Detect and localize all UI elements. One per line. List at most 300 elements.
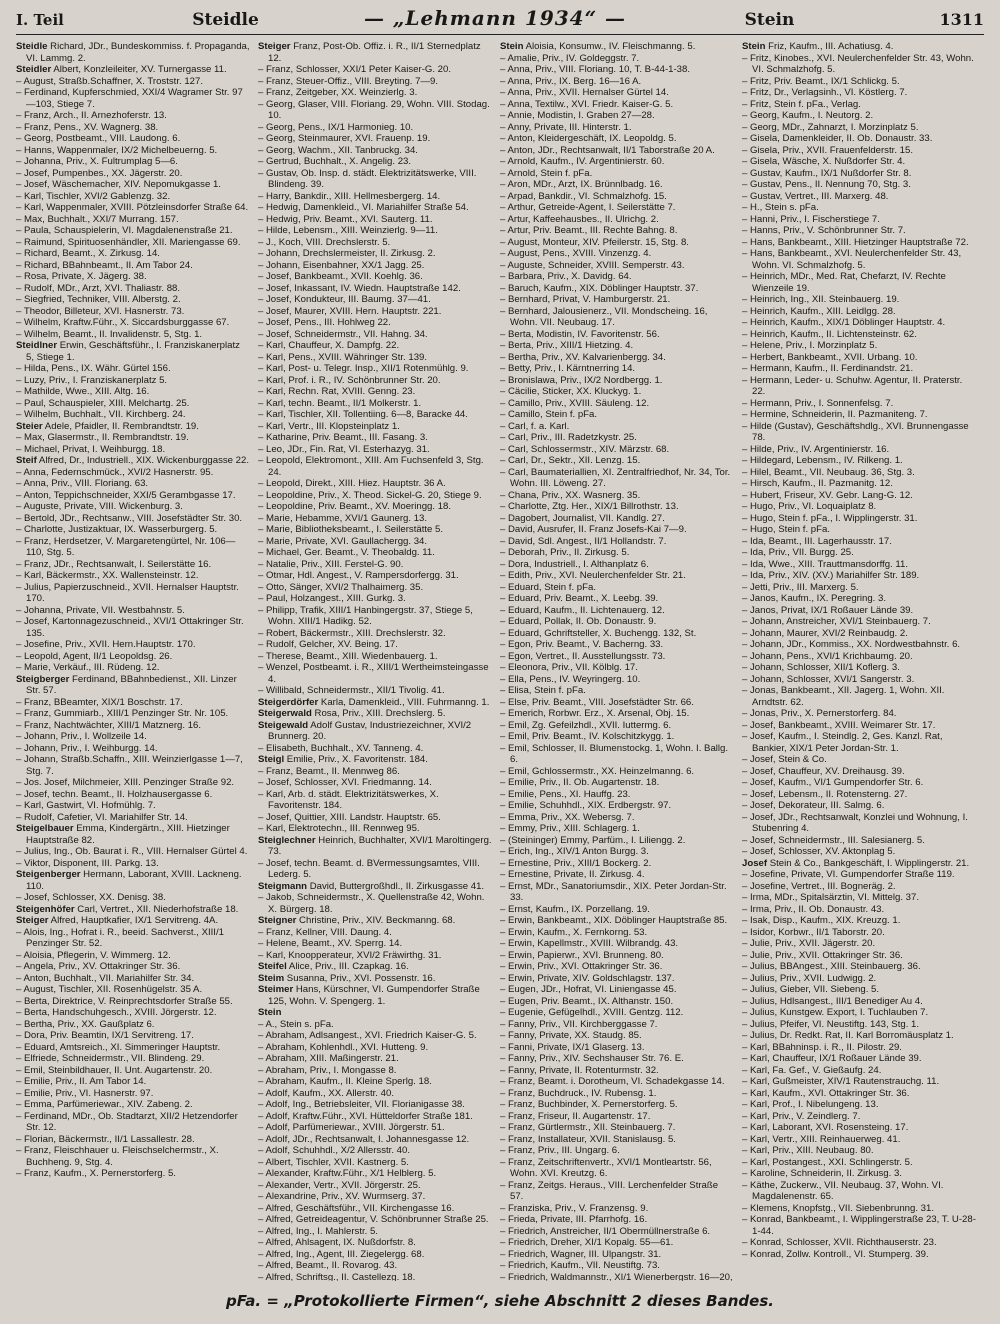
directory-entry: – Karl, Pens., XVIII. Währinger Str. 139. <box>258 351 428 363</box>
directory-entry: – Georg, Steinmaurer, XVI. Frauenp. 19. <box>258 133 431 144</box>
directory-entry: – Anna, Priv., IX. Berg. 16—16 A. <box>500 75 642 87</box>
directory-entry: – Georg, Wachm., XII. Tanbruckg. 34. <box>258 144 418 156</box>
directory-entry: – Hermine, Schneiderin, II. Pazmaniteng. 7. <box>742 409 928 420</box>
directory-entry: – Franz, Zeitschriftenvertr., XVI/1 Montleartstr. 56, Wohn. XVI. Kreutzg. 6. <box>500 1156 712 1179</box>
directory-entry: – Julius, Dr. Redkt. Rat, II. Karl Borromäusplatz 1. <box>742 1030 954 1041</box>
directory-entry: – Emil, Steinbildhauer, II. Unt. Augartenstr. 20. <box>16 1064 213 1076</box>
directory-entry: – Ida, Priv., VII. Burgg. 25. <box>742 547 854 558</box>
directory-entry: – Paul, Schauspieler, XIII. Melchartg. 25. <box>16 397 190 409</box>
directory-entry: – Hermann, Leder- u. Schuhw. Agentur, II. Praterstr. 22. <box>742 374 963 397</box>
directory-entry: – Emmy, Priv., XIII. Schlagerg. 1. <box>500 823 640 834</box>
directory-entry: – Karl, Postangest., XXI. Schlingerstr. 5. <box>742 1156 913 1168</box>
directory-entry: – Frieda, Private, III. Pfarrhofg. 16. <box>500 1214 648 1225</box>
directory-entry: – August, Monteur, XIV. Pfeilerstr. 15, Stg. 8. <box>500 236 689 248</box>
directory-entry: – Auguste, Private, VIII. Wickenburg. 3. <box>16 501 183 512</box>
directory-entry: – Johann, Maurer, XVI/2 Reinbaudg. 2. <box>742 627 908 639</box>
directory-entry: – Adolf, Parfümeriewar., XVIII. Jörgerstr. 51. <box>258 1122 445 1133</box>
directory-entry: – Deborah, Priv., II. Zirkusg. 5. <box>500 547 630 558</box>
directory-entry: – Fanny, Priv., XIV. Sechshauser Str. 76. E. <box>500 1053 684 1064</box>
directory-entry: – Emma, Parfümeriewar., XIV. Zabeng. 2. <box>16 1099 193 1110</box>
directory-entry: – Johann, JDr., Kommiss., XX. Nordwestbahnstr. 6. <box>742 639 961 650</box>
directory-entry: – Josefine, Priv., XVII. Hern.Hauptstr. 170. <box>16 639 196 650</box>
directory-entry: – Eduard, Priv. Beamt., X. Leebg. 39. <box>500 593 659 604</box>
directory-entry: – Arpad, Bankdir., VI. Schmalzhofg. 15. <box>500 190 667 202</box>
directory-entry: – Ella, Pens., IV. Weyringerg. 10. <box>500 673 641 685</box>
directory-entry: Steim Susanna, Priv., XVI. Possenstr. 16. <box>258 972 436 984</box>
directory-entry: – Dora, Priv. Beamtin, IX/1 Servitreng. 17. <box>16 1030 194 1041</box>
last-entry-keyword: Stein <box>744 10 795 30</box>
directory-entry: – Chana, Priv., XX. Wasnerg. 35. <box>500 489 641 501</box>
directory-entry: – Hedwig, Priv. Beamt., XVI. Sauterg. 11. <box>258 213 433 225</box>
directory-entry: – Fanni, Private, IX/1 Glaserg. 13. <box>500 1041 645 1053</box>
directory-entry: – Marie, Verkäuf., III. Rüdeng. 12. <box>16 662 160 673</box>
directory-entry: – Marie, Private, XVI. Gaullachergg. 34. <box>258 535 428 547</box>
directory-entry: – Charlotte, Ztg. Her., XIX/1 Billrothstr. 13. <box>500 501 679 512</box>
directory-entry: Steimer Hans, Kürschner, VI. Gumpendorfer Straße 125, Wohn. V. Spengerg. 1. <box>258 984 480 1007</box>
directory-entry: – Hubert, Friseur, XV. Gebr. Lang-G. 12. <box>742 489 913 501</box>
directory-entry: – Klemens, Knopfstg., VII. Siebenbrunng. 31. <box>742 1202 934 1214</box>
directory-entry: Steigmann David, Buttergroßhdl., II. Zirkusgasse 41. <box>258 880 485 892</box>
directory-entry: – Marie, Hebamme, XVI/1 Gaunerg. 13. <box>258 512 428 524</box>
directory-entry: – Fritz, Priv. Beamt., IX/1 Schlickg. 5. <box>742 75 900 87</box>
directory-entry: – Gustav, Pens., II. Nennung 70, Stg. 3. <box>742 179 911 190</box>
directory-entry: – Hans, Bankbeamt., XVI. Neulerchenfelder Str. 43, Wohn. VI. Schmalzhofg. 5. <box>742 248 962 271</box>
directory-entry: – Katharine, Priv. Beamt., III. Fasang. 3. <box>258 432 428 443</box>
directory-entry: – Abraham, Kohlenhdl., XVI. Hutteng. 9. <box>258 1041 429 1053</box>
directory-entry: – Alexander, Kraftw.Führ., X/1 Helblerg. 5. <box>258 1168 437 1179</box>
directory-entry: – Käthe, Zuckerw., VII. Neubaug. 37, Wohn. VI. Magdalenenstr. 65. <box>742 1179 944 1202</box>
directory-entry: – Fritz, Stein f. pFa., Verlag. <box>742 98 861 110</box>
page-number: 1311 <box>939 10 984 29</box>
directory-entry: Steiger Franz, Post-Ob. Offiz. i. R., II/1 Sternedplatz 12. <box>258 41 481 64</box>
directory-entry: – Leopold, Agent, II/1 Leopoldsg. 26. <box>16 650 173 662</box>
directory-entry: – Fanny, Priv., VII. Kirchberggasse 7. <box>500 1018 658 1030</box>
directory-entry: – Fritz, Dr., Verlagsinh., VI. Köstlerg. 7. <box>742 87 908 98</box>
directory-entry: – Berta, Direktrice, V. Reinprechtsdorfer Straße 55. <box>16 995 233 1007</box>
directory-entry: – Carl, Priv., III. Radetzkystr. 25. <box>500 432 637 443</box>
directory-entry: – Eduard, Stein f. pFa. <box>500 581 596 593</box>
directory-entry: – Friedrich, Kaufm., VII. Neustiftg. 73. <box>500 1260 660 1271</box>
directory-entry: – Else, Priv. Beamt., VIII. Josefstädter Str. 66. <box>500 696 694 708</box>
directory-entry: – Franz, Gummiarb., XIII/1 Penzinger Str. Nr. 105. <box>16 708 229 719</box>
directory-entry: – Elisa, Stein f. pFa. <box>500 685 586 696</box>
directory-entry: – Heinrich, MDr., Med. Rat, Chefarzt, IV. Rechte Wienzeile 19. <box>742 271 946 294</box>
footnote: pFa. = „Protokollierte Firmen“, siehe Abschnitt 2 dieses Bandes. <box>226 1292 774 1310</box>
column-2 <box>258 41 492 1281</box>
directory-entry: – Abraham, Priv., I. Mongasse 8. <box>258 1064 397 1076</box>
directory-entry: – Ida, Beamt., III. Lagerhausstr. 17. <box>742 535 892 547</box>
directory-entry: – Emilie, Priv., VI. Hasnerstr. 97. <box>16 1087 154 1099</box>
directory-entry: – Carl, Schlossermstr., XIV. Märzstr. 68. <box>500 443 670 455</box>
directory-entry: – Betty, Priv., I. Kärntnerring 14. <box>500 363 636 374</box>
directory-entry: – Karl, Priv., V. Zeindlerg. 7. <box>742 1110 861 1122</box>
directory-entry: – H., Stein s. pFa. <box>742 202 819 213</box>
directory-entry: Steidle Richard, JDr., Bundeskommiss. f. Propaganda, VI. Lammg. 2. <box>16 41 250 64</box>
directory-entry: – Fritz, Kinobes., XVI. Neulerchenfelder Str. 43, Wohn. VI. Schmalzhofg. 5. <box>742 52 974 75</box>
directory-entry: – Georg, MDr., Zahnarzt, I. Morzinplatz 5. <box>742 121 919 133</box>
directory-entry: – Hilde (Gustav), Geschäftshdlg., XVI. Brunnengasse 78. <box>742 420 969 443</box>
directory-entry: – Josefine, Private, VI. Gumpendorfer Straße 119. <box>742 869 955 880</box>
directory-entry: – Adolf, Kaufm., XX. Allerstr. 40. <box>258 1087 394 1099</box>
column-4 <box>742 41 976 1281</box>
directory-entry: – Otmar, Hdl. Angest., V. Rampersdorfergg. 31. <box>258 570 459 581</box>
directory-entry: – Anna, Priv., VIII. Floriang. 63. <box>16 478 149 489</box>
directory-entry: – Paul, Holzangest., XIII. Gurkg. 3. <box>258 593 406 604</box>
directory-entry: – Alfred, Beamt., II. Rovarog. 43. <box>258 1260 398 1271</box>
directory-entry: – Adolf, Kraftw.Führ., XVI. Hütteldorfer Straße 181. <box>258 1110 473 1122</box>
directory-entry: – Anna, Priv., VIII. Floriang. 10, T. B-44-1-38. <box>500 64 691 75</box>
directory-entry: – Karl, Gußmeister, XIV/1 Rautenstrauchg. 11. <box>742 1076 940 1087</box>
directory-entry: – Johanna, Private, VII. Westbahnstr. 5. <box>16 604 185 616</box>
directory-entry: – Josef, Chauffeur, XV. Dreihausg. 39. <box>742 765 905 777</box>
directory-entry: – David, Ausrufer, II. Franz Josefs-Kai 7—9. <box>500 524 687 535</box>
directory-entry: – Johanna, Priv., X. Fultrumplag 5—6. <box>16 156 178 167</box>
directory-entry: – Hugo, Stein f. pFa. <box>742 524 830 535</box>
directory-entry: Steier Adele, Pfaidler, II. Rembrandtstr. 19. <box>16 420 199 432</box>
directory-entry: – Rudolf, Gelcher, XV. Being. 17. <box>258 639 398 650</box>
directory-entry: – Julius, Papierzuschneid., XVII. Hernalser Hauptstr. 170. <box>16 581 239 604</box>
directory-entry: – Emil, Priv. Beamt., IV. Kolschitzkygg. 1. <box>500 731 675 742</box>
directory-entry: – Janos, Privat, IX/1 Roßauer Lände 39. <box>742 604 914 616</box>
directory-entry: – Emil, Zg. Gefeilzhdl., XVII. Iuttermg. 6. <box>500 719 672 731</box>
directory-entry: – Eugenie, Gefügelhdl., XVIII. Gentzg. 112. <box>500 1007 684 1018</box>
directory-entry: – Alfred, Ahlsagent, IX. Nußdorfstr. 8. <box>258 1237 416 1248</box>
directory-entry: – Anny, Private, III. Hinterstr. 1. <box>500 121 632 133</box>
directory-entry: – Hilel, Beamt., VII. Neubaug. 36, Stg. 3. <box>742 466 915 478</box>
directory-entry: Steiger Alfred, Hauptkafier, IX/1 Servitreng. 4A. <box>16 915 219 926</box>
directory-entry: – Anton, Kleidergeschäft, IX. Leopoldg. 5. <box>500 133 677 144</box>
directory-entry: – Karl, techn. Beamt., II/1 Molkerstr. 1. <box>258 397 422 409</box>
directory-entry: – Emerich, Rorbwr. Erz., X. Arsenal, Obj. 15. <box>500 708 690 719</box>
directory-entry: – Elisabeth, Buchhalt., XV. Tanneng. 4. <box>258 742 424 754</box>
directory-entry: – Karl, Tischler, XVI/2 Gablenzg. 32. <box>16 190 171 202</box>
directory-entry: – Berta, Modistin, IV. Favoritenstr. 56. <box>500 328 660 340</box>
directory-entry: – Jos. Josef, Milchmeier, XIII. Penzinger Straße 92. <box>16 777 235 788</box>
directory-entry: – Julie, Priv., XVII. Jägerstr. 20. <box>742 938 876 949</box>
directory-entry: – Julius, BBAngest., XIII. Steinbauerg. 36. <box>742 961 921 972</box>
directory-entry: – Bertha, Priv., XV. Kalvarienbergg. 34. <box>500 351 666 363</box>
directory-entry: – Fanny, Private, XX. Staudg. 85. <box>500 1030 642 1041</box>
directory-entry: Steigerwald Rosa, Priv., XIII. Drechslerg. 5. <box>258 708 446 719</box>
column-3 <box>500 41 734 1281</box>
directory-entry: – Karl, Vertr., XIII. Reinhauerweg. 41. <box>742 1133 901 1145</box>
directory-entry: – Alfred, Schriftsg., II. Castellezg. 18. <box>258 1271 416 1281</box>
page-header <box>16 6 984 35</box>
directory-entry: – Erwin, Priv., XVI. Ottakringer Str. 36. <box>500 961 663 972</box>
directory-entry: – Philipp, Trafik, XIII/1 Hanbingergstr. 37, Stiege 5, Wohn. XIII/1 Hadikg. 52. <box>258 604 473 627</box>
directory-entry: – Wilhelm, Kraftw.Führ., X. Siccardsburggasse 67. <box>16 317 230 328</box>
directory-entry: – Emilie, Priv., II. Am Tabor 14. <box>16 1076 147 1087</box>
directory-entry: – Hermann, Priv., I. Sonnenfelsg. 7. <box>742 397 894 409</box>
directory-entry: – Natalie, Priv., XIII. Ferstel-G. 90. <box>258 558 404 570</box>
directory-entry: – Josef, Kaufm., VI/1 Gumpendorfer Str. 6. <box>742 777 924 788</box>
directory-entry: Stein Friz, Kaufm., III. Achatiusg. 4. <box>742 41 894 52</box>
entry-columns <box>16 41 984 1281</box>
directory-entry: – Erich, Ing., XIV/1 Anton Burgg. 3. <box>500 846 649 857</box>
directory-entry: – Arthur, Getreide-Agent, I. Seilerstätte 7. <box>500 202 676 213</box>
directory-entry: – Janos, Kaufm., IX. Peregring. 3. <box>742 593 886 604</box>
directory-entry: – Gisela, Wäsche, X. Nußdorfer Str. 4. <box>742 156 906 167</box>
directory-entry: – Helene, Priv., I. Morzinplatz 5. <box>742 340 878 351</box>
directory-entry: – Anna, Federnschmück., XVI/2 Hasnerstr. 95. <box>16 466 214 478</box>
directory-entry: – Hugo, Stein f. pFa., I. Wipplingerstr. 31. <box>742 512 918 524</box>
directory-entry: – Theodor, Billeteur, XVI. Hasnerstr. 73. <box>16 305 185 317</box>
directory-entry: – Emil, Schlosser, II. Blumenstockg. 1, Wohn. I. Ballg. 6. <box>500 742 729 765</box>
directory-entry: – Aloisia, Pflegerin, V. Wimmerg. 12. <box>16 949 171 961</box>
directory-entry: – Erwin, Private, XIV. Goldschlagstr. 137. <box>500 972 675 984</box>
directory-entry: – Josef, Schneidermstr., III. Salesianerg. 5. <box>742 834 925 846</box>
directory-entry: – Ida, Priv., XIV. (XV.) Mariahilfer Str. 189. <box>742 570 920 581</box>
directory-entry: – Max, Buchhalt., XXI/7 Murrang. 157. <box>16 213 179 225</box>
directory-entry: – Heinrich, Ing., XII. Steinbauerg. 19. <box>742 294 900 305</box>
directory-entry: – Gustav, Vertret., III. Marxerg. 48. <box>742 190 889 202</box>
directory-entry: – Johann, Priv., I. Wollzeile 14. <box>16 731 147 742</box>
directory-entry: – Ernestine, Private, II. Zirkusg. 4. <box>500 869 645 880</box>
directory-entry: – Camillo, Priv., XVIII. Säuleng. 12. <box>500 397 650 409</box>
directory-entry: – Viktor, Disponent, III. Parkg. 13. <box>16 857 159 869</box>
directory-entry: – Eugen, Priv. Beamt., IX. Althanstr. 150. <box>500 995 674 1007</box>
directory-entry: – Michael, Ger. Beamt., V. Theobaldg. 11. <box>258 547 435 558</box>
directory-entry: – Bernhard, Jalousienerz., VII. Mondscheing. 16, Wohn. VII. Neubaug. 17. <box>500 305 708 328</box>
column-1 <box>16 41 250 1281</box>
directory-entry: – Leo, JDr., Fin. Rat, VI. Esterhazyg. 31. <box>258 443 430 455</box>
directory-entry: – (Steininger) Emmy, Parfüm., I. Liliengg. 2. <box>500 834 686 846</box>
directory-entry: – Hanni, Priv., I. Fischerstiege 7. <box>742 213 880 225</box>
directory-entry: Steigner Christine, Priv., XIV. Beckmanng. 68. <box>258 915 456 926</box>
directory-entry: Steidler Albert, Konzleileiter, XV. Turnergasse 11. <box>16 64 227 75</box>
directory-entry: – Egon, Priv. Beamt., V. Bacherng. 33. <box>500 639 664 650</box>
directory-entry: – Julius, Kunstgew. Export, I. Tuchlauben 7. <box>742 1007 929 1018</box>
directory-entry: – Josef, Schlosser, XX. Denisg. 38. <box>16 892 166 903</box>
directory-entry: – Hans, Bankbeamt., XIII. Hietzinger Hauptstraße 72. <box>742 236 969 248</box>
directory-entry: – Karl, Vertr., III. Klopsteinplatz 1. <box>258 420 400 432</box>
directory-entry: – Otto, Sänger, XVI/2 Thalhaimerg. 35. <box>258 581 424 593</box>
directory-entry: – Julie, Priv., XVII. Ottakringer Str. 36. <box>742 949 903 961</box>
directory-entry: – Josef, Bankbeamt., XVIII. Weimarer Str. 17. <box>742 719 936 731</box>
directory-entry: – Alois, Ing., Hofrat i. R., beeid. Sachverst., XIII/1 Penzinger Str. 52. <box>16 926 224 949</box>
directory-entry: – Josef, Kondukteur, III. Baumg. 37—41. <box>258 294 431 305</box>
directory-entry: – Therese, Beamt., XIII. Wiedenbauerg. 1. <box>258 650 438 662</box>
directory-entry: – August, Tischler, XII. Rosenhügelstr. 35 A. <box>16 984 203 995</box>
directory-entry: – Josef, Kartonnagezuschneid., XVI/1 Ottakringer Str. 135. <box>16 616 244 639</box>
directory-entry: – Dora, Industriell., I. Althanplatz 6. <box>500 558 649 570</box>
directory-entry: – Karl, Kaufm., XVI. Ottakringer Str. 36. <box>742 1087 910 1099</box>
directory-entry: – Karl, Knoopperateur, XVI/2 Fräwirthg. 31. <box>258 949 442 961</box>
directory-entry: – Karl, Rechn. Rat, XVIII. Genng. 23. <box>258 386 416 397</box>
directory-entry: – Albert, Tischler, XVII. Kastnerg. 5. <box>258 1156 409 1168</box>
directory-entry: – Baruch, Kaufm., XIX. Döblinger Hauptstr. 37. <box>500 282 699 294</box>
directory-entry: – Erwin, Papierwr., XVI. Brunneng. 80. <box>500 949 664 961</box>
directory-entry: – Richard, BBahnbeamt., II. Am Tabor 24. <box>16 259 193 271</box>
directory-entry: – Friedrich, Anstreicher, II/1 Obermüllnerstraße 6. <box>500 1225 711 1237</box>
directory-entry: – Franz, Schlosser, XXI/1 Peter Kaiser-G. 20. <box>258 64 452 75</box>
directory-entry: – Jakob, Schneidermstr., X. Quellenstraße 42, Wohn. X. Bürgerg. 18. <box>258 892 485 915</box>
directory-entry: – Heinrich, Kaufm., II. Lichtensteinstr. 62. <box>742 328 917 340</box>
directory-entry: – Ernst, MDr., Sanatoriumsdir., XIX. Peter Jordan-Str. 33. <box>500 880 727 903</box>
directory-entry: – Franz, Herdsetzer, V. Margaretengürtel, Nr. 106—110, Stg. 5. <box>16 535 236 558</box>
directory-entry: – Arnold, Stein f. pFa. <box>500 167 593 179</box>
directory-entry: – Karl, Chauffeur, IX/1 Roßauer Lände 39. <box>742 1053 922 1064</box>
directory-entry: – A., Stein s. pFa. <box>258 1018 334 1030</box>
directory-entry: – Josef, Maurer, XVIII. Hern. Hauptstr. 221. <box>258 305 442 317</box>
directory-entry: – Anna, Textilw., XVI. Friedr. Kaiser-G. 5. <box>500 98 674 110</box>
directory-entry: – Fanny, Private, II. Rotenturmstr. 32. <box>500 1064 659 1076</box>
directory-entry: – Helene, Beamt., XV. Sperrg. 14. <box>258 938 403 949</box>
directory-entry: – Karl, Priv., XIII. Neubaug. 80. <box>742 1145 874 1156</box>
directory-entry: – Josef, Pumpenbes., XX. Jägerstr. 20. <box>16 167 183 179</box>
directory-entry: – Franz, JDr., Rechtsanwalt, I. Seilerstätte 16. <box>16 558 212 570</box>
directory-entry: – Cäcilie, Sticker, XX. Kluckyg. 1. <box>500 386 642 397</box>
directory-entry: – Carl, Baumateriallien, XI. Zentralfriedhof, Nr. 34, Tor. Wohn. III. Löweng. 27. <box>500 466 731 489</box>
directory-entry: – Jetti, Priv., III. Marxerg. 5. <box>742 581 859 593</box>
directory-entry: – Franz, Arch., II. Arnezhoferstr. 13. <box>16 110 167 121</box>
directory-entry: – Josef, JDr., Rechtsanwalt, Konzlei und Wohnung, I. Stubenring 4. <box>742 811 968 834</box>
directory-entry: Steif Alfred, Dr., Industriell., XIX. Wickenburggasse 22. <box>16 455 250 466</box>
directory-entry: – Emma, Priv., XX. Webersg. 7. <box>500 811 635 823</box>
directory-entry: – Franz, Nachtwächter, XIII/1 Matznerg. 16. <box>16 719 202 731</box>
directory-entry: – Josef, Pens., III. Hohlweg 22. <box>258 317 391 328</box>
directory-entry: – Franz, Zeitgeber, XX. Weinzierlg. 3. <box>258 87 418 98</box>
directory-entry: – Ferdinand, Kupferschmied, XXI/4 Wagramer Str. 97—103, Stiege 7. <box>16 87 243 110</box>
directory-entry: – Harry, Bankdir., XIII. Hellmesbergerg. 14. <box>258 190 441 202</box>
directory-entry: – Emilie, Pens., XI. Hauffg. 23. <box>500 788 631 800</box>
directory-entry: Steigenberger Hermann, Laborant, XVIII. Lackneng. 110. <box>16 869 242 892</box>
directory-entry: – Konrad, Schlosser, XVII. Richthauserstr. 23. <box>742 1237 937 1248</box>
directory-entry: – August, Straßb.Schaffner, X. Troststr. 127. <box>16 75 204 87</box>
directory-entry: – Johann, Schlosser, XVI/1 Sangerstr. 3. <box>742 673 915 685</box>
directory-entry: – Julius, Gieber, VII. Siebeng. 5. <box>742 984 880 995</box>
directory-entry: – Johann, Schlosser, XII/1 Koflerg. 3. <box>742 662 900 673</box>
directory-entry: – Jonas, Priv., X. Pernerstorferg. 84. <box>742 708 897 719</box>
directory-entry: – Bernhard, Privat, V. Hamburgerstr. 21. <box>500 294 671 305</box>
directory-entry: – Egon, Vertret., II. Ausstellungsstr. 73. <box>500 650 666 662</box>
directory-entry: – Abraham, Kaufm., II. Kleine Sperlg. 18. <box>258 1076 432 1087</box>
directory-entry: – Elfriede, Schneidermstr., VII. Blindeng. 29. <box>16 1053 205 1064</box>
directory-entry: – Erwin, Kapellmstr., XVIII. Wilbrandg. 43. <box>500 938 679 949</box>
directory-entry: – Johann, Pens., XVI/1 Krichbaumg. 20. <box>742 650 913 662</box>
directory-entry: – Eduard, Amtsreich., XI. Simmeringer Hauptstr. <box>16 1041 221 1053</box>
directory-entry: – Ida, Wwe., XIII. Trauttmansdorffg. 11. <box>742 558 909 570</box>
directory-entry: – Konrad, Bankbeamt., I. Wipplingerstraße 23, T. U-28-1-44. <box>742 1214 976 1237</box>
directory-entry: – Anton, Buchhalt., VII. Mariahilfer Str. 34. <box>16 972 195 984</box>
directory-entry: – Josef, Dekorateur, III. Salmg. 6. <box>742 800 885 811</box>
directory-entry: – Hilde, Lebensm., XIII. Weinzierlg. 9—11. <box>258 225 438 236</box>
directory-entry: – Georg, Glaser, VIII. Floriang. 29, Wohn. VIII. Stodag. 10. <box>258 98 490 121</box>
directory-entry: – Alfred, Ing., Agent, III. Ziegelergg. 68. <box>258 1248 425 1260</box>
directory-entry: – Paula, Schauspielerin, VI. Magdalenenstraße 21. <box>16 225 233 236</box>
directory-entry: – Josef, Stein & Co. <box>742 754 827 765</box>
directory-entry: – Anton, JDr., Rechtsanwalt, II/1 Taborstraße 20 A. <box>500 144 715 156</box>
directory-entry: Josef Stein & Co., Bankgeschäft, I. Wipplingerstr. 21. <box>742 857 970 869</box>
directory-entry: – Friedrich, Waldmannstr., XI/1 Wienerbergstr. 16—20, <box>500 1271 733 1281</box>
directory-entry: – Hirsch, Kaufm., II. Pazmanitg. 12. <box>742 478 893 489</box>
directory-entry: – Karl, Post- u. Telegr. Insp., XII/1 Rotenmühlg. 9. <box>258 363 469 374</box>
directory-entry: – Julius, Pfeifer, VI. Neustiftg. 143, Stg. 1. <box>742 1018 920 1030</box>
directory-entry: – Karl, Laborant, XVI. Rosensteing. 17. <box>742 1122 909 1133</box>
directory-entry: – Adolf, Ing., Betriebsleiter, VII. Florianigasse 38. <box>258 1099 465 1110</box>
directory-entry: – Robert, Bäckermstr., XIII. Drechslerstr. 32. <box>258 627 446 639</box>
directory-entry: – Franz, Beamt., II. Mennweg 86. <box>258 765 400 777</box>
directory-entry: – Alexandrine, Priv., XV. Wurmserg. 37. <box>258 1191 426 1202</box>
directory-entry: Steifel Alice, Priv., III. Czapkag. 16. <box>258 961 409 972</box>
directory-entry: – Eleonora, Priv., VII. Kölblg. 17. <box>500 662 638 673</box>
directory-entry: Steigenhöfer Carl, Vertret., XII. Niederhofstraße 18. <box>16 903 239 915</box>
directory-entry: – Arnold, Kaufm., IV. Argentinierstr. 60. <box>500 156 665 167</box>
directory-entry: – Leopoldine, Priv. Beamt., XV. Moeringg. 18. <box>258 501 452 512</box>
directory-entry: – Eugen, JDr., Hofrat, VI. Liniengasse 45. <box>500 984 677 995</box>
directory-entry: – Gustav, Kaufm., IX/1 Nußdorfer Str. 8. <box>742 167 912 179</box>
directory-entry: – Karl, Tischler, XII. Tollentiing. 6—8, Baracke 44. <box>258 409 468 420</box>
directory-entry: – Carl, Dr., Sektr., XII. Lenzg. 15. <box>500 455 641 466</box>
directory-entry: – Carl, f. a. Karl. <box>500 420 570 432</box>
directory-entry: – Richard, Beamt., X. Zirkusg. 14. <box>16 248 160 259</box>
directory-entry: – Rudolf, Cafetier, VI. Mariahilfer Str. 14. <box>16 811 188 823</box>
directory-entry: – Eduard, Pollak, II. Ob. Donaustr. 9. <box>500 616 657 627</box>
directory-entry: – Josef, techn. Beamt. d. BVermessungsamtes, VIII. Lederg. 5. <box>258 857 480 880</box>
directory-entry: – Franz, BBeamter, XIX/1 Boschstr. 17. <box>16 696 183 708</box>
directory-entry: – Isak, Disp., Kaufm., XIX. Kreuzg. 1. <box>742 915 901 926</box>
directory-title: — „Lehmann 1934“ — <box>363 6 627 30</box>
directory-entry: – Isidor, Korbwr., II/1 Taborstr. 20. <box>742 926 885 938</box>
directory-entry: – Josef, Schlosser, XV. Aktonplag 5. <box>742 846 896 857</box>
directory-entry: – Florian, Bäckermstr., II/1 Lassallestr. 28. <box>16 1133 195 1145</box>
directory-entry: – Abraham, XIII. Maßingerstr. 21. <box>258 1053 399 1064</box>
directory-entry: – Alfred, Ing., I. Mahlerstr. 5. <box>258 1225 378 1237</box>
directory-entry: – Josef, Bankbeamt., XVII. Koehlg. 36. <box>258 271 423 282</box>
directory-entry: – Siegfried, Techniker, VIII. Alberstg. 2. <box>16 294 181 305</box>
directory-entry: – Hugo, Priv., VI. Loquaiplatz 8. <box>742 501 877 512</box>
directory-entry: – J., Koch, VIII. Drechslerstr. 5. <box>258 236 391 248</box>
directory-entry: – Josef, Schneidermstr., VII. Hahng. 34. <box>258 328 428 340</box>
directory-entry: – Luzy, Priv., I. Franziskanerplatz 5. <box>16 374 168 386</box>
directory-entry: – Franz, Buchdruck., IV. Rubensg. 1. <box>500 1087 657 1099</box>
directory-entry: – Gisela, Damenkleider, II. Ob. Donaustr. 33. <box>742 133 933 144</box>
directory-entry: – Josef, Quittier, XIII. Landstr. Hauptstr. 65. <box>258 811 441 823</box>
directory-entry: – Konrad, Zollw. Kontroll., VI. Stumperg. 39. <box>742 1248 929 1260</box>
directory-entry: – Auguste, Schneider, XVIII. Semperstr. 43. <box>500 259 685 271</box>
directory-entry: – Karl, BBahninsp. i. R., II. Pilostr. 29. <box>742 1041 902 1053</box>
directory-entry: – Franz, Friseur, II. Augartenstr. 17. <box>500 1110 651 1122</box>
directory-entry: – Franziska, Priv., V. Franzensg. 9. <box>500 1202 649 1214</box>
directory-entry: – Berta, Handschuhgesch., XVIII. Jörgerstr. 12. <box>16 1007 217 1018</box>
directory-entry: – Karl, Prof. i. R., IV. Schönbrunner Str. 20. <box>258 374 441 386</box>
directory-entry: – Heinrich, Kaufm., XIX/1 Döblinger Hauptstr. 4. <box>742 317 946 328</box>
directory-entry: – Jonas, Bankbeamt., XII. Jagerg. 1, Wohn. XII. Arndtstr. 62. <box>742 685 945 708</box>
directory-entry: – Leopold, Direkt., XIII. Hiez. Hauptstr. 36 A. <box>258 478 446 489</box>
directory-entry: – Franz, Fleischhauer u. Fleischselchermstr., X. Buchheng. 9, Stg. 4. <box>16 1145 219 1168</box>
directory-entry: – Rudolf, MDr., Arzt, XVI. Thaliastr. 88. <box>16 282 181 294</box>
directory-entry: – Michael, Privat, I. Weihburgg. 18. <box>16 443 166 455</box>
directory-entry: – Emilie, Schuhhdl., XIX. Erdbergstr. 97. <box>500 800 672 811</box>
directory-entry: – Gertrud, Buchhalt., X. Angelig. 23. <box>258 156 412 167</box>
directory-entry: – Alfred, Geschäftsführ., VII. Kirchengasse 16. <box>258 1202 455 1214</box>
directory-entry: – Franz, Beamt. i. Dorotheum, VI. Schadekgasse 14. <box>500 1076 725 1087</box>
directory-entry: – Abraham, Adlsangest., XVI. Friedrich Kaiser-G. 5. <box>258 1030 477 1041</box>
directory-entry: – Johann, Straßb.Schaffn., XIII. Weinzierlgasse 1—7, Stg. 7. <box>16 754 243 777</box>
directory-entry: – Artur, Priv. Beamt., III. Rechte Bahng. 8. <box>500 225 678 236</box>
directory-entry: – Hedwig, Damenkleid., VI. Mariahilfer Straße 54. <box>258 202 469 213</box>
directory-entry: – Johann, Priv., I. Weihburgg. 14. <box>16 742 158 754</box>
directory-entry: – Angela, Priv., XV. Ottakringer Str. 36. <box>16 961 181 972</box>
directory-entry: – Raimund, Spirituosenhändler, XII. Mariengasse 69. <box>16 236 241 248</box>
directory-entry: – Edith, Priv., XVI. Neulerchenfelder Str. 21. <box>500 570 686 581</box>
directory-entry: – Josef, techn. Beamt., II. Holzhausergasse 6. <box>16 788 213 800</box>
directory-entry: – Alexander, Vertr., XVII. Jörgerstr. 25. <box>258 1179 421 1191</box>
directory-entry: – Josef, Lebensm., II. Rotensterng. 27. <box>742 788 908 800</box>
directory-entry: – Karl, Prof., I. Nibelungeng. 13. <box>742 1099 879 1110</box>
directory-entry: – Aron, MDr., Arzt, IX. Brünnlbadg. 16. <box>500 179 663 190</box>
directory-entry: – Franz, Pens., XV. Wagnerg. 38. <box>16 121 159 133</box>
